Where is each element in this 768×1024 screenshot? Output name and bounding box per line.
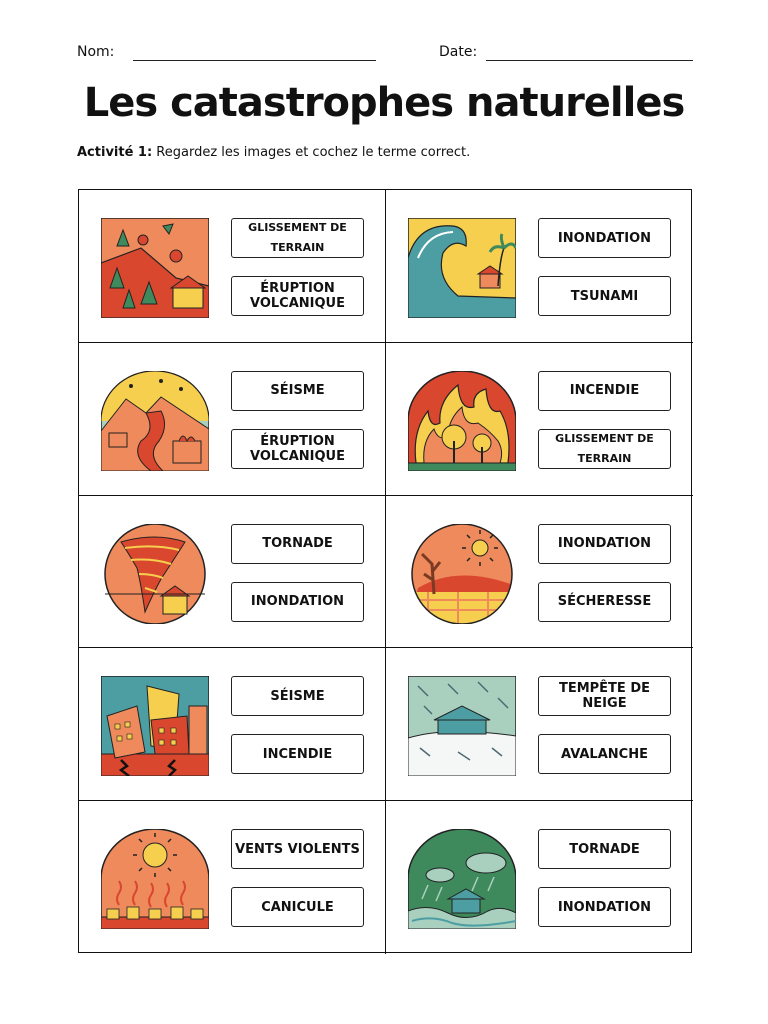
option-box[interactable]: SÉISME <box>231 371 364 411</box>
option-box[interactable]: ÉRUPTION VOLCANIQUE <box>231 276 364 316</box>
name-field[interactable] <box>77 44 114 60</box>
grid-cell <box>386 801 693 954</box>
landslide-icon <box>101 218 209 318</box>
option-box[interactable]: SÉISME <box>231 676 364 716</box>
tsunami-icon <box>408 218 516 318</box>
option-box[interactable]: SÉCHERESSE <box>538 582 671 622</box>
option-box[interactable]: TSUNAMI <box>538 276 671 316</box>
grid-cell <box>79 801 386 954</box>
grid-cell <box>386 190 693 343</box>
option-box[interactable]: INONDATION <box>538 218 671 258</box>
fire-icon <box>408 371 516 471</box>
activity-label: Activité 1: <box>77 145 153 160</box>
option-box[interactable]: GLISSEMENT DE TERRAIN <box>538 429 671 469</box>
name-label: Nom: <box>77 44 115 60</box>
grid-cell <box>386 343 693 496</box>
instruction <box>77 145 470 160</box>
grid-cell <box>386 648 693 801</box>
flood-icon <box>408 829 516 929</box>
grid-cell <box>79 343 386 496</box>
option-box[interactable]: ÉRUPTION VOLCANIQUE <box>231 429 364 469</box>
option-box[interactable]: INCENDIE <box>538 371 671 411</box>
option-box[interactable]: INONDATION <box>231 582 364 622</box>
grid-cell <box>79 190 386 343</box>
option-box[interactable]: TORNADE <box>231 524 364 564</box>
option-box[interactable]: AVALANCHE <box>538 734 671 774</box>
date-label: Date: <box>439 44 478 60</box>
date-line[interactable] <box>486 60 693 61</box>
option-box[interactable]: TORNADE <box>538 829 671 869</box>
option-box[interactable]: TEMPÊTE DE NEIGE <box>538 676 671 716</box>
snowstorm-icon <box>408 676 516 776</box>
option-box[interactable]: INONDATION <box>538 887 671 927</box>
activity-text: Regardez les images et cochez le terme correct. <box>152 145 471 160</box>
name-line[interactable] <box>133 60 376 61</box>
page-title: Les catastrophes naturelles <box>83 80 685 126</box>
grid-cell <box>79 648 386 801</box>
earthquake-icon <box>101 676 209 776</box>
volcano-icon <box>101 371 209 471</box>
grid-cell <box>386 496 693 649</box>
date-field[interactable] <box>439 44 477 60</box>
tornado-icon <box>101 524 209 624</box>
option-box[interactable]: VENTS VIOLENTS <box>231 829 364 869</box>
drought-icon <box>408 524 516 624</box>
option-box[interactable]: INCENDIE <box>231 734 364 774</box>
option-box[interactable]: INONDATION <box>538 524 671 564</box>
activity-grid <box>78 189 692 953</box>
grid-cell <box>79 496 386 649</box>
option-box[interactable]: GLISSEMENT DE TERRAIN <box>231 218 364 258</box>
option-box[interactable]: CANICULE <box>231 887 364 927</box>
heatwave-icon <box>101 829 209 929</box>
